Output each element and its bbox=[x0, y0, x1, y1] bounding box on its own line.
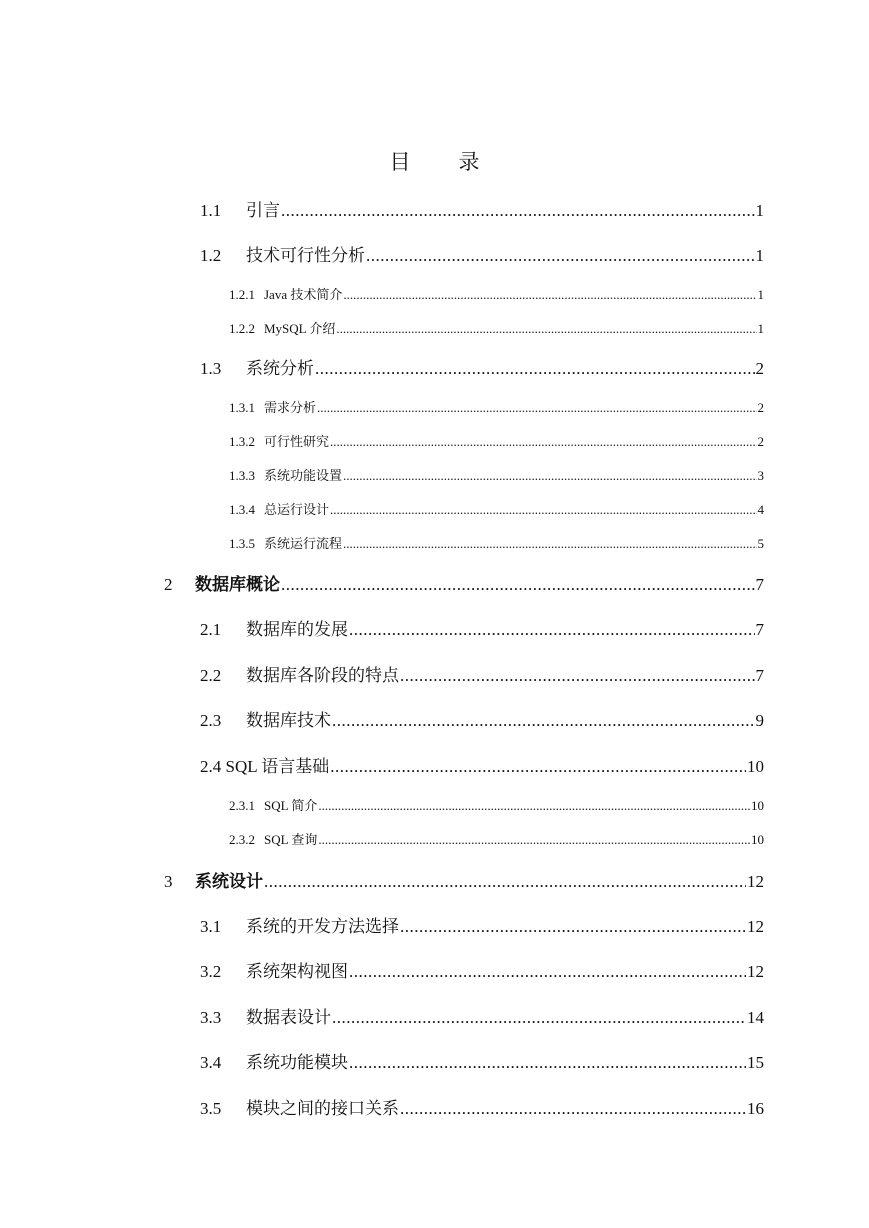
toc-entry-number: 3.4 bbox=[200, 1053, 222, 1072]
toc-leader-dots bbox=[281, 575, 755, 595]
toc-leader-dots bbox=[264, 872, 746, 892]
toc-leader-dots bbox=[332, 1008, 746, 1028]
toc-entry-number: 2.1 bbox=[200, 620, 222, 639]
toc-entry-number: 1.1 bbox=[200, 201, 222, 220]
toc-entry-page: 16 bbox=[747, 1099, 764, 1118]
toc-entry-title: 系统功能设置 bbox=[264, 468, 343, 483]
toc-leader-dots bbox=[343, 468, 756, 484]
toc-entry-title: 技术可行性分析 bbox=[246, 246, 365, 266]
toc-entry-title: 系统运行流程 bbox=[264, 536, 343, 551]
toc-entry[interactable] bbox=[229, 499, 764, 518]
toc-entry-title: Java 技术简介 bbox=[264, 287, 343, 302]
toc-leader-dots bbox=[315, 359, 755, 379]
toc-chapter-entry[interactable] bbox=[164, 570, 764, 595]
toc-entry-page: 12 bbox=[747, 917, 764, 936]
toc-entry[interactable] bbox=[229, 465, 764, 484]
toc-entry[interactable] bbox=[229, 318, 764, 337]
toc-entry-page: 1 bbox=[757, 321, 764, 336]
toc-entry[interactable] bbox=[200, 912, 764, 937]
toc-entry-page: 10 bbox=[751, 798, 764, 813]
toc-entry-title: SQL 查询 bbox=[264, 832, 318, 847]
toc-entry-title: 数据库概论 bbox=[195, 575, 280, 595]
toc-leader-dots bbox=[317, 400, 756, 416]
toc-entry-page: 2 bbox=[755, 359, 764, 378]
toc-leader-dots bbox=[366, 246, 755, 266]
toc-entry-title: 数据表设计 bbox=[246, 1008, 331, 1028]
toc-entry-page: 7 bbox=[755, 575, 764, 594]
toc-leader-dots bbox=[349, 962, 746, 982]
toc-entry-number: 2.3 bbox=[200, 711, 222, 730]
toc-entry-title: 可行性研究 bbox=[264, 434, 330, 449]
toc-entry-number: 1.3.5 bbox=[229, 536, 255, 551]
toc-entry[interactable] bbox=[229, 533, 764, 552]
toc-entry-number: 3.5 bbox=[200, 1099, 222, 1118]
toc-entry-number: 3 bbox=[164, 872, 173, 891]
toc-entry[interactable] bbox=[200, 354, 764, 379]
toc-entry-page: 7 bbox=[755, 666, 764, 685]
toc-entry[interactable] bbox=[229, 431, 764, 450]
toc-entry[interactable] bbox=[200, 1003, 764, 1028]
toc-entry[interactable] bbox=[200, 1048, 764, 1073]
toc-entry-page: 10 bbox=[751, 832, 764, 847]
toc-entry[interactable] bbox=[200, 615, 764, 640]
toc-entry-title: 系统功能模块 bbox=[246, 1053, 348, 1073]
toc-leader-dots bbox=[349, 1053, 746, 1073]
toc-entry-number: 3.1 bbox=[200, 917, 222, 936]
toc-entry[interactable] bbox=[229, 284, 764, 303]
toc-leader-dots bbox=[318, 832, 750, 848]
toc-entry-title: 引言 bbox=[246, 201, 280, 221]
toc-entry-page: 1 bbox=[755, 246, 764, 265]
toc-entry-number: 1.3.1 bbox=[229, 400, 255, 415]
toc-leader-dots bbox=[343, 287, 756, 303]
toc-entry-page: 12 bbox=[747, 872, 764, 891]
toc-leader-dots bbox=[400, 917, 746, 937]
toc-entry[interactable] bbox=[200, 196, 764, 221]
toc-entry[interactable] bbox=[200, 661, 764, 686]
toc-entry-number: 2.3.2 bbox=[229, 832, 255, 847]
toc-title-left: 目 bbox=[389, 150, 411, 174]
toc-entry-title: 数据库的发展 bbox=[246, 620, 348, 640]
toc-entry-number: 1.2 bbox=[200, 246, 222, 265]
toc-entry-number: 2.3.1 bbox=[229, 798, 255, 813]
toc-entry-title: 2.4 SQL 语言基础 bbox=[200, 757, 330, 776]
toc-leader-dots bbox=[330, 502, 756, 518]
toc-entry-page: 5 bbox=[757, 536, 764, 551]
toc-entry[interactable] bbox=[229, 795, 764, 814]
toc-leader-dots bbox=[400, 666, 755, 686]
toc-entry-page: 9 bbox=[755, 711, 764, 730]
toc-entry[interactable] bbox=[200, 241, 764, 266]
toc-entry-page: 1 bbox=[757, 287, 764, 302]
toc-entry-page: 4 bbox=[757, 502, 764, 517]
toc-entry[interactable] bbox=[200, 957, 764, 982]
toc-entry-title: 模块之间的接口关系 bbox=[246, 1099, 399, 1119]
toc-entry-number: 1.3.3 bbox=[229, 468, 255, 483]
toc-leader-dots bbox=[318, 798, 750, 814]
toc-entry[interactable] bbox=[200, 752, 764, 777]
toc-entry-number: 1.3 bbox=[200, 359, 222, 378]
toc-leader-dots bbox=[281, 201, 755, 221]
toc-entry-title: 系统的开发方法选择 bbox=[246, 917, 399, 937]
toc-entry[interactable] bbox=[200, 706, 764, 731]
toc-entry-page: 12 bbox=[747, 962, 764, 981]
toc-entry-title: 需求分析 bbox=[264, 400, 317, 415]
toc-entry-page: 2 bbox=[757, 434, 764, 449]
toc-leader-dots bbox=[330, 757, 746, 777]
toc-leader-dots bbox=[349, 620, 755, 640]
toc-entry-number: 1.3.4 bbox=[229, 502, 255, 517]
toc-entry-page: 14 bbox=[747, 1008, 764, 1027]
toc-title-right: 录 bbox=[458, 150, 480, 174]
toc-entry-number: 1.2.1 bbox=[229, 287, 255, 302]
toc-entry-page: 1 bbox=[755, 201, 764, 220]
toc-entry-title: 系统分析 bbox=[246, 359, 314, 379]
toc-entry-page: 7 bbox=[755, 620, 764, 639]
toc-entry-title: 系统架构视图 bbox=[246, 962, 348, 982]
toc-title bbox=[0, 146, 869, 176]
toc-entry-page: 3 bbox=[757, 468, 764, 483]
toc-entry-title: 数据库各阶段的特点 bbox=[246, 666, 399, 686]
toc-entry[interactable] bbox=[229, 829, 764, 848]
toc-entry-number: 1.3.2 bbox=[229, 434, 255, 449]
toc-entry-number: 3.3 bbox=[200, 1008, 222, 1027]
toc-entry-title: 数据库技术 bbox=[246, 711, 331, 731]
toc-leader-dots bbox=[330, 434, 756, 450]
toc-leader-dots bbox=[332, 711, 755, 731]
toc-entry-page: 2 bbox=[757, 400, 764, 415]
toc-entry-title: 系统设计 bbox=[195, 872, 263, 892]
toc-leader-dots bbox=[343, 536, 756, 552]
toc-entry[interactable] bbox=[200, 1094, 764, 1119]
toc-entry-title: 总运行设计 bbox=[264, 502, 330, 517]
toc-entry-number: 1.2.2 bbox=[229, 321, 255, 336]
toc-leader-dots bbox=[400, 1099, 746, 1119]
toc-entry-page: 15 bbox=[747, 1053, 764, 1072]
toc-leader-dots bbox=[336, 321, 756, 337]
toc-entry-number: 2 bbox=[164, 575, 173, 594]
toc-entry-number: 3.2 bbox=[200, 962, 222, 981]
toc-entry-number: 2.2 bbox=[200, 666, 222, 685]
toc-entry-page: 10 bbox=[747, 757, 764, 776]
toc-entry[interactable] bbox=[229, 397, 764, 416]
toc-chapter-entry[interactable] bbox=[164, 867, 764, 892]
toc-entry-title: SQL 简介 bbox=[264, 798, 318, 813]
toc-entry-title: MySQL 介绍 bbox=[264, 321, 336, 336]
